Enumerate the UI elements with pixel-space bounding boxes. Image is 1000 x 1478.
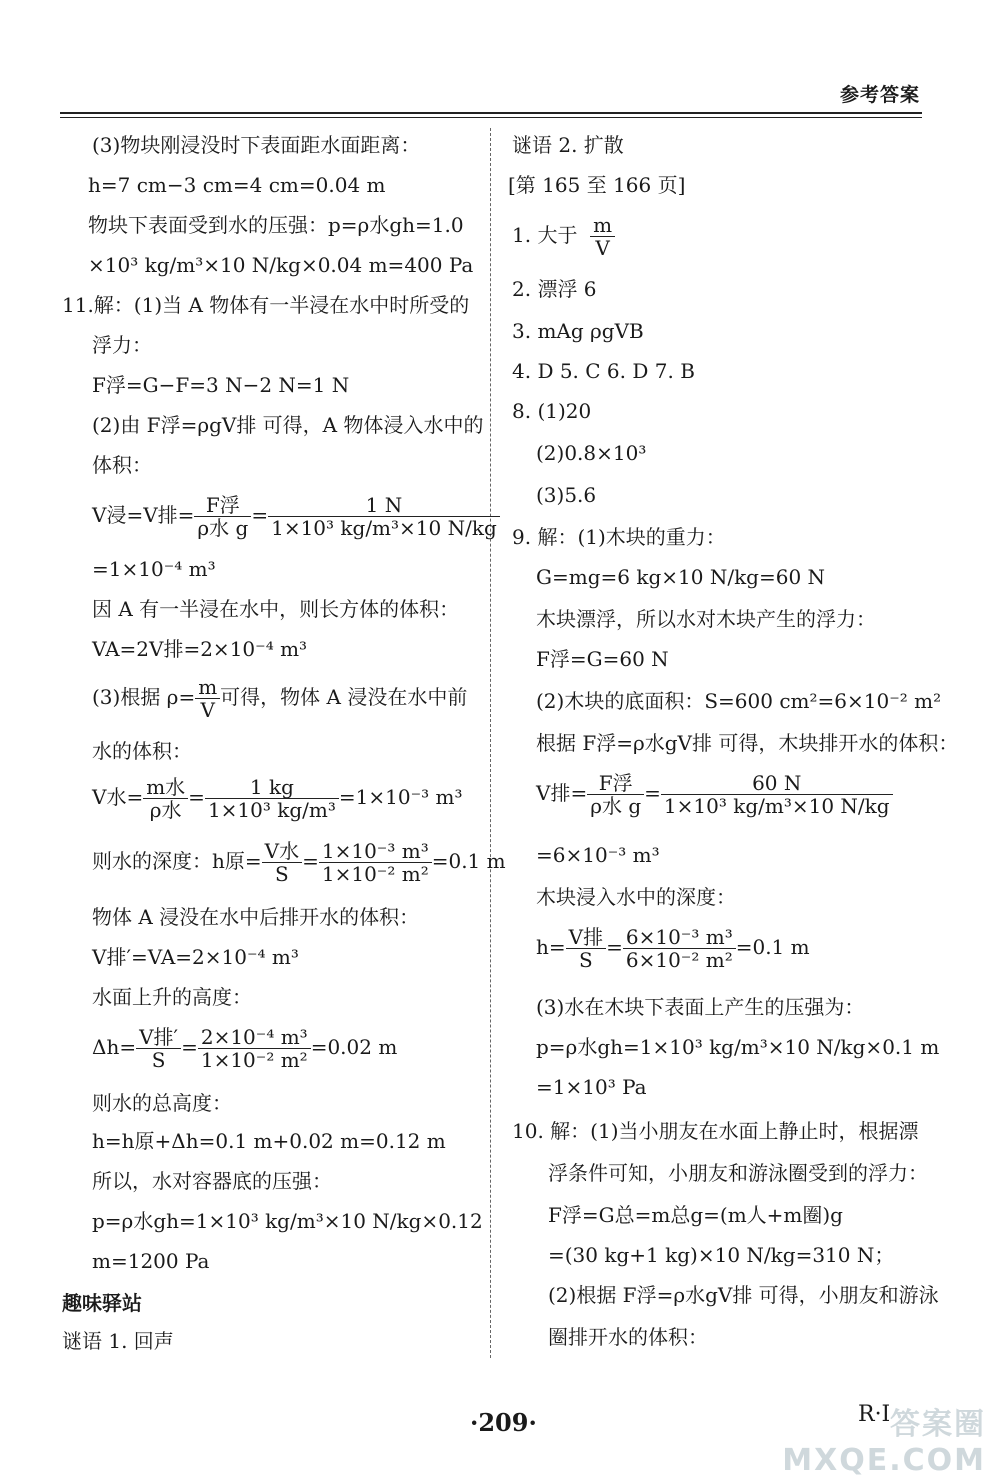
right-line: 根据 F浮=ρ水gV排 可得，木块排开水的体积： — [536, 731, 959, 755]
left-line: m=1200 Pa — [92, 1249, 210, 1273]
header-rule — [60, 112, 922, 114]
denominator: 1×10⁻² m² — [321, 862, 429, 886]
fraction — [566, 926, 606, 971]
formula-text: (3)根据 ρ= — [92, 685, 196, 709]
formula-row — [92, 676, 467, 721]
left-line: 物块下表面受到水的压强：p=ρ水gh=1.0 — [88, 213, 464, 237]
denominator: 1×10³ kg/m³×10 N/kg — [271, 516, 497, 540]
denominator: V — [595, 236, 610, 260]
left-line: ×10³ kg/m³×10 N/kg×0.04 m=400 Pa — [88, 253, 474, 277]
right-line: 2. 漂浮 6 — [512, 277, 597, 301]
fraction — [262, 840, 302, 885]
header-title: 参考答案 — [839, 84, 920, 106]
formula-text: Δh= — [92, 1035, 137, 1059]
numerator: F浮 — [587, 772, 644, 795]
header-rule-thin — [60, 117, 922, 118]
formula-text: =0.1 m — [735, 935, 810, 959]
formula-text: V水= — [92, 785, 144, 809]
section-title-fun: 趣味驿站 — [62, 1291, 142, 1315]
fraction — [136, 1026, 181, 1071]
numerator: V水 — [262, 840, 302, 863]
left-line: 因 A 有一半浸在水中，则长方体的体积： — [92, 597, 460, 621]
right-line: G=mg=6 kg×10 N/kg=60 N — [536, 565, 826, 589]
fraction — [319, 840, 432, 885]
fraction — [623, 926, 736, 971]
numerator: 1×10⁻³ m³ — [319, 840, 432, 863]
denominator: 1×10³ kg/m³×10 N/kg — [663, 794, 890, 818]
right-line: p=ρ水gh=1×10³ kg/m³×10 N/kg×0.1 m — [536, 1035, 940, 1059]
fraction — [587, 772, 644, 817]
fraction — [198, 1026, 311, 1071]
footer-code: R·I — [858, 1402, 891, 1427]
numerator: 2×10⁻⁴ m³ — [198, 1026, 311, 1049]
numerator: m — [590, 214, 615, 237]
numerator: F浮 — [194, 494, 251, 517]
formula-text: 则水的深度：h原= — [92, 849, 262, 873]
left-line: h=7 cm−3 cm=4 cm=0.04 m — [88, 173, 386, 197]
formula-row — [512, 214, 615, 259]
numerator: m — [195, 676, 220, 699]
formula-text: 可得，物体 A 浸没在水中前 — [220, 685, 468, 709]
right-line: (3)水在木块下表面上产生的压强为： — [536, 995, 865, 1019]
left-line: p=ρ水gh=1×10³ kg/m³×10 N/kg×0.12 — [92, 1209, 483, 1233]
formula-row — [92, 840, 506, 885]
numerator: V排′ — [136, 1026, 181, 1049]
formula-text: = — [181, 1035, 198, 1059]
numerator: 6×10⁻³ m³ — [623, 926, 736, 949]
denominator: ρ水 — [149, 798, 182, 822]
question-9-header: 9. 解：(1)木块的重力： — [512, 525, 726, 549]
right-line: =1×10³ Pa — [536, 1075, 647, 1099]
denominator: 6×10⁻² m² — [625, 948, 733, 972]
right-line: 8. (1)20 — [512, 399, 592, 423]
right-line: =(30 kg+1 kg)×10 N/kg=310 N； — [548, 1243, 895, 1267]
page-number: ·209· — [470, 1408, 537, 1437]
right-line: (2)根据 F浮=ρ水gV排 可得，小朋友和游泳 — [548, 1283, 939, 1307]
formula-text: =0.1 m — [431, 849, 506, 873]
formula-text: = — [644, 781, 661, 805]
right-line: 木块浸入水中的深度： — [536, 885, 736, 909]
formula-text: =0.02 m — [310, 1035, 398, 1059]
formula-text: = — [302, 849, 319, 873]
right-line: 4. D 5. C 6. D 7. B — [512, 359, 695, 383]
right-line: 圈排开水的体积： — [548, 1325, 708, 1349]
right-line: (3)5.6 — [536, 483, 597, 507]
right-line: 3. mAg ρgVB — [512, 319, 644, 343]
right-line: F浮=G总=m总g=(m人+m圈)g — [548, 1203, 843, 1227]
denominator: S — [275, 862, 289, 886]
watermark-logo: 答案圈 MXQE.COM — [782, 1407, 986, 1478]
denominator: ρ水 g — [590, 794, 642, 818]
left-line: 水面上升的高度： — [92, 985, 252, 1009]
right-line: =6×10⁻³ m³ — [536, 843, 660, 867]
right-line: (2)0.8×10³ — [536, 441, 647, 465]
formula-row — [536, 772, 893, 817]
riddle-1: 谜语 1. 回声 — [62, 1329, 174, 1353]
numerator: V排 — [566, 926, 606, 949]
formula-text: = — [606, 935, 623, 959]
right-line: F浮=G=60 N — [536, 647, 669, 671]
numerator: m水 — [143, 776, 188, 799]
numerator: 1 kg — [205, 776, 339, 799]
left-line: VA=2V排=2×10⁻⁴ m³ — [92, 637, 308, 661]
left-line: =1×10⁻⁴ m³ — [92, 557, 216, 581]
question-10-header: 10. 解：(1)当小朋友在水面上静止时，根据漂 — [512, 1119, 919, 1143]
denominator: 1×10⁻² m² — [200, 1048, 308, 1072]
denominator: 1×10³ kg/m³ — [207, 798, 336, 822]
left-line: h=h原+Δh=0.1 m+0.02 m=0.12 m — [92, 1129, 446, 1153]
fraction — [590, 214, 615, 259]
denominator: V — [200, 698, 215, 722]
right-line: 木块漂浮，所以水对木块产生的浮力： — [536, 607, 876, 631]
fraction — [268, 494, 500, 539]
question-11-header: 11.解：(1)当 A 物体有一半浸在水中时所受的 — [62, 293, 470, 317]
formula-text: = — [188, 785, 205, 809]
left-line: V排′=VA=2×10⁻⁴ m³ — [92, 945, 299, 969]
riddle-2: 谜语 2. 扩散 — [512, 133, 624, 157]
left-line: 所以，水对容器底的压强： — [92, 1169, 332, 1193]
left-line: 物体 A 浸没在水中后排开水的体积： — [92, 905, 420, 929]
formula-text: V浸=V排= — [92, 503, 195, 527]
column-divider — [490, 128, 491, 1358]
numerator: 60 N — [661, 772, 893, 795]
formula-text: =1×10⁻³ m³ — [338, 785, 463, 809]
left-line: 浮力： — [92, 333, 152, 357]
left-line: 水的体积： — [92, 739, 192, 763]
left-line: (2)由 F浮=ρgV排 可得，A 物体浸入水中的 — [92, 413, 484, 437]
fraction — [205, 776, 339, 821]
fraction — [195, 676, 220, 721]
left-line: (3)物块刚浸没时下表面距水面距离： — [92, 133, 421, 157]
numerator: 1 N — [268, 494, 500, 517]
formula-text: V排= — [536, 781, 588, 805]
fraction — [661, 772, 893, 817]
left-line: 体积： — [92, 453, 152, 477]
formula-text: = — [251, 503, 269, 527]
left-line: 则水的总高度： — [92, 1091, 232, 1115]
fraction — [143, 776, 188, 821]
formula-text: h= — [536, 935, 566, 959]
page-range: [第 165 至 166 页] — [508, 173, 686, 197]
denominator: S — [151, 1048, 166, 1072]
formula-row — [92, 776, 463, 821]
formula-row — [92, 1026, 397, 1071]
denominator: ρ水 g — [197, 516, 249, 540]
formula-text: 1. 大于 — [512, 223, 578, 247]
right-line: (2)木块的底面积：S=600 cm²=6×10⁻² m² — [536, 689, 942, 713]
denominator: S — [579, 948, 593, 972]
formula-row — [92, 494, 500, 539]
fraction — [194, 494, 251, 539]
right-line: 浮条件可知，小朋友和游泳圈受到的浮力： — [548, 1161, 928, 1185]
formula-row — [536, 926, 810, 971]
left-line: F浮=G−F=3 N−2 N=1 N — [92, 373, 350, 397]
